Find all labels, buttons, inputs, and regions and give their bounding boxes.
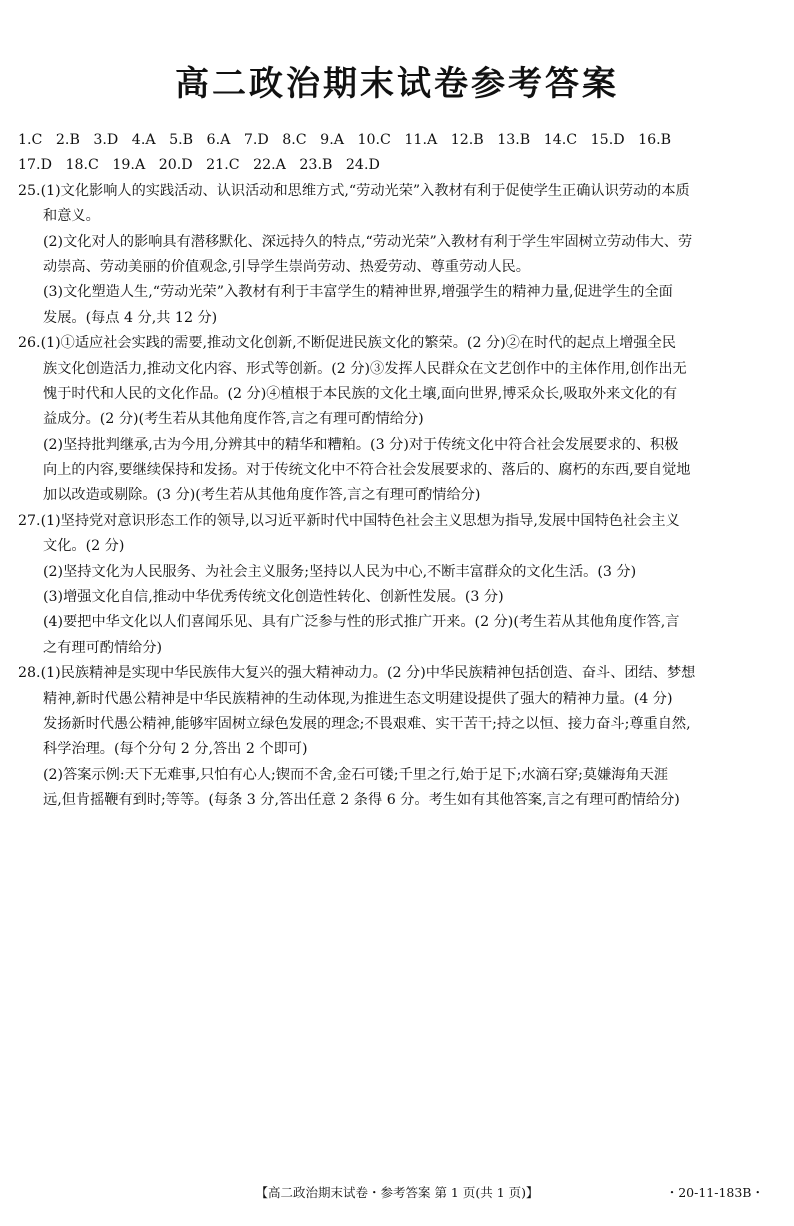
- answer-line: 26.(1)①适应社会实践的需要,推动文化创新,不断促进民族文化的繁荣。(2 分)②在时代的起点上增强全民: [18, 335, 676, 352]
- answer-line: (3)文化塑造人生,“劳动光荣”入教材有利于丰富学生的精神世界,增强学生的精神力量,促进学生的全面: [43, 284, 673, 301]
- answer-line: 远,但肯摇鞭有到时;等等。(每条 3 分,答出任意 2 条得 6 分。考生如有其他答案,言之有理可酌情给分): [43, 792, 680, 809]
- answer-line: 发展。(每点 4 分,共 12 分): [43, 309, 218, 326]
- answer-line: 加以改造或剔除。(3 分)(考生若从其他角度作答,言之有理可酌情给分): [43, 487, 481, 504]
- answer-line: 25.(1)文化影响人的实践活动、认识活动和思维方式,“劳动光荣”入教材有利于促使学生正确认识劳动的本质: [18, 182, 690, 199]
- answer-line: 族文化创造活力,推动文化内容、形式等创新。(2 分)③发挥人民群众在文艺创作中的主体作用,创作出无: [43, 360, 687, 377]
- answer-content: [18, 128, 778, 814]
- answer-line: 28.(1)民族精神是实现中华民族伟大复兴的强大精神动力。(2 分)中华民族精神包括创造、奋斗、团结、梦想: [18, 665, 696, 682]
- mc-line: 17.D 18.C 19.A 20.D 21.C 22.A 23.B 24.D: [18, 157, 380, 174]
- answer-line: (4)要把中华文化以人们喜闻乐见、具有广泛参与性的形式推广开来。(2 分)(考生若从其他角度作答,言: [43, 614, 680, 631]
- answer-line: 向上的内容,要继续保持和发扬。对于传统文化中不符合社会发展要求的、落后的、腐朽的东西,要自觉地: [43, 462, 691, 479]
- question-27: [18, 509, 778, 661]
- answer-line: (3)增强文化自信,推动中华优秀传统文化创造性转化、创新性发展。(3 分): [43, 589, 504, 606]
- answer-line: 动崇高、劳动美丽的价值观念,引导学生崇尚劳动、热爱劳动、尊重劳动人民。: [43, 258, 530, 275]
- answer-line: 和意义。: [43, 208, 100, 225]
- answer-line: 精神,新时代愚公精神是中华民族精神的生动体现,为推进生态文明建设提供了强大的精神力量。(4 分): [43, 690, 673, 707]
- answer-line: 27.(1)坚持党对意识形态工作的领导,以习近平新时代中国特色社会主义思想为指导,发展中国特色社会主义: [18, 512, 680, 529]
- answer-line: 发扬新时代愚公精神,能够牢固树立绿色发展的理念;不畏艰难、实干苦干;持之以恒、接力奋斗;尊重自然,: [43, 715, 691, 732]
- question-25: [18, 179, 778, 331]
- answer-line: 科学治理。(每个分句 2 分,答出 2 个即可): [43, 741, 308, 758]
- answer-line: 之有理可酌情给分): [43, 639, 163, 656]
- answer-line: (2)答案示例:天下无难事,只怕有心人;锲而不舍,金石可镂;千里之行,始于足下;水滴石穿;莫嫌海角天涯: [43, 766, 669, 783]
- mc-line: 1.C 2.B 3.D 4.A 5.B 6.A 7.D 8.C 9.A 10.C 11.A 12.B 13.B 14.C 15.D 16.B: [18, 132, 672, 148]
- answer-line: 愧于时代和人民的文化作品。(2 分)④植根于本民族的文化土壤,面向世界,博采众长,吸取外来文化的有: [43, 385, 678, 402]
- answer-line: (2)文化对人的影响具有潜移默化、深远持久的特点,“劳动光荣”入教材有利于学生牢固树立劳动伟大、劳: [43, 233, 693, 250]
- page-footer: 【高二政治期末试卷・参考答案 第 1 页(共 1 页)】: [255, 1185, 539, 1200]
- page-title: 高二政治期末试卷参考答案: [175, 64, 619, 104]
- answer-line: (2)坚持文化为人民服务、为社会主义服务;坚持以人民为中心,不断丰富群众的文化生活。(3 分): [43, 563, 637, 580]
- answer-line: 文化。(2 分): [43, 538, 125, 555]
- question-28: [18, 661, 778, 813]
- document-code: ・20-11-183B・: [665, 1185, 764, 1200]
- multiple-choice-answers: [18, 128, 778, 179]
- answer-line: 益成分。(2 分)(考生若从其他角度作答,言之有理可酌情给分): [43, 411, 424, 428]
- answer-line: (2)坚持批判继承,古为今用,分辨其中的精华和糟粕。(3 分)对于传统文化中符合社会发展要求的、积极: [43, 436, 679, 453]
- question-26: [18, 331, 778, 509]
